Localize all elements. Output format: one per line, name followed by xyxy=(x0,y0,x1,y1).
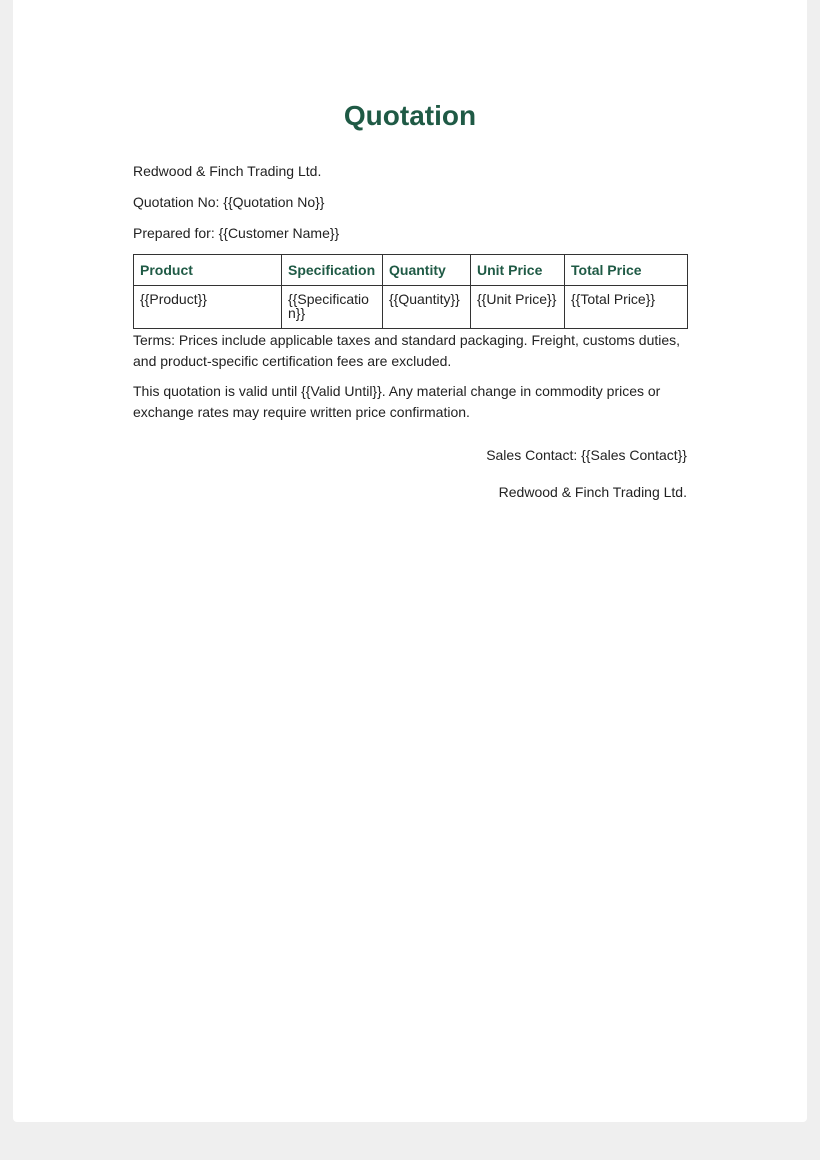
cell-unit-price: {{Unit Price}} xyxy=(471,286,565,329)
document-body xyxy=(133,96,687,502)
header-unit-price: Unit Price xyxy=(471,255,565,286)
signoff-company: Redwood & Finch Trading Ltd. xyxy=(498,484,687,500)
header-total-price: Total Price xyxy=(565,255,688,286)
header-product: Product xyxy=(134,255,282,286)
prepared-for: Prepared for: {{Customer Name}} xyxy=(133,225,340,241)
document-title: Quotation xyxy=(343,100,477,131)
cell-total-price: {{Total Price}} xyxy=(565,286,688,329)
document-page xyxy=(13,0,807,1122)
quotation-number: Quotation No: {{Quotation No}} xyxy=(133,194,325,210)
quotation-table xyxy=(133,254,688,329)
cell-quantity: {{Quantity}} xyxy=(383,286,471,329)
validity-paragraph: This quotation is valid until {{Valid Until}}. Any material change in commodity prices or exchange rates may require written price confirmation. xyxy=(133,383,661,420)
terms-paragraph: Terms: Prices include applicable taxes and standard packaging. Freight, customs duties, and product-specific certification fees are excluded. xyxy=(133,332,681,369)
sales-contact: Sales Contact: {{Sales Contact}} xyxy=(486,447,687,463)
table-row xyxy=(134,286,688,329)
header-specification: Specification xyxy=(282,255,383,286)
cell-product: {{Product}} xyxy=(134,286,282,329)
company-name: Redwood & Finch Trading Ltd. xyxy=(133,163,322,179)
header-quantity: Quantity xyxy=(383,255,471,286)
cell-specification: {{Specification}} xyxy=(282,286,383,329)
table-header-row xyxy=(134,255,688,286)
